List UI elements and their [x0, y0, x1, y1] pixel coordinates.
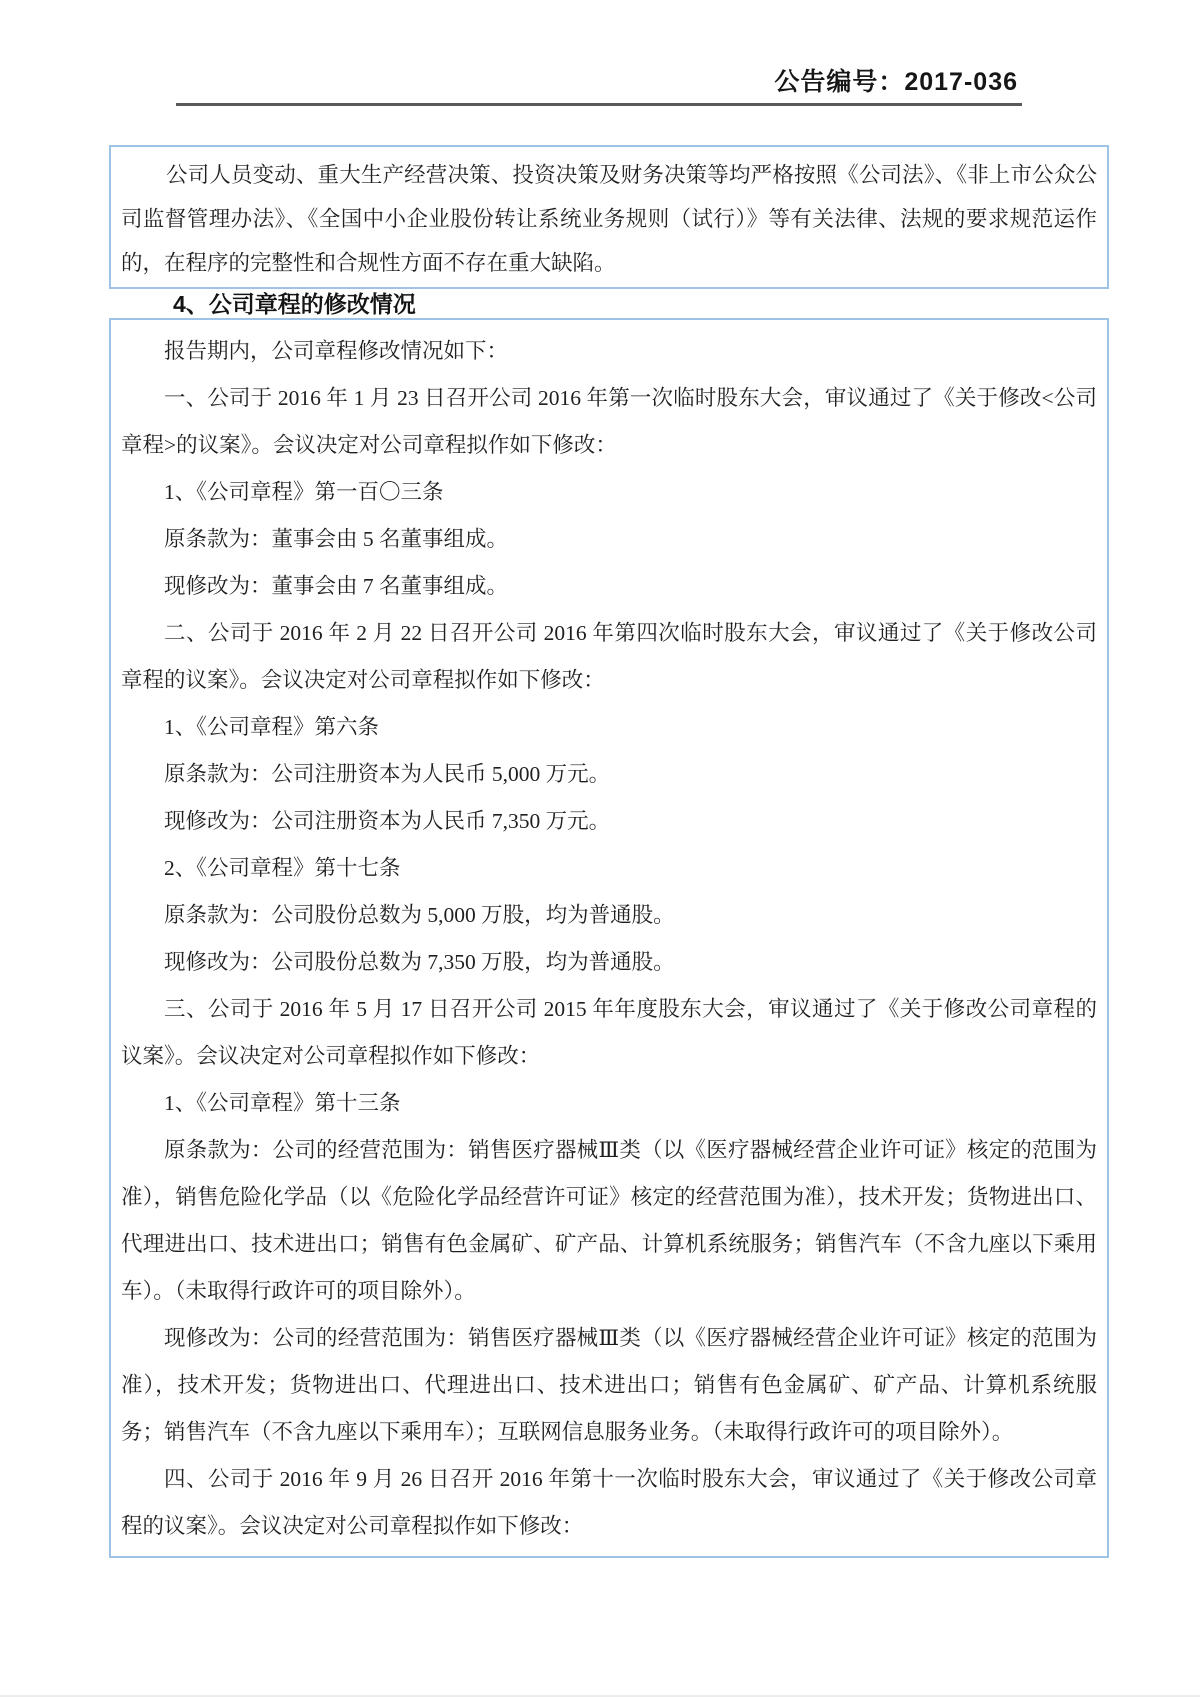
intro-paragraph: 公司人员变动、重大生产经营决策、投资决策及财务决策等均严格按照《公司法》、《非上市公众公司监督管理办法》、《全国中小企业股份转让系统业务规则（试行）》等有关法律、法规的要求规范运作的，在程序的完整性和合规性方面不存在重大缺陷。 — [121, 163, 1097, 275]
paragraph: 2、《公司章程》第十七条 — [164, 856, 401, 880]
paragraph: 原条款为：公司股份总数为 5,000 万股，均为普通股。 — [164, 903, 675, 927]
section-heading-charter-amendments: 4、公司章程的修改情况 — [173, 291, 416, 317]
paragraph: 1、《公司章程》第一百〇三条 — [164, 480, 444, 504]
paragraph: 1、《公司章程》第六条 — [164, 715, 380, 739]
paragraph: 三、公司于 2016 年 5 月 17 日召开公司 2015 年年度股东大会，审议通过了《关于修改公司章程的议案》。会议决定对公司章程拟作如下修改： — [121, 997, 1097, 1068]
paragraph: 原条款为：公司的经营范围为：销售医疗器械Ⅲ类（以《医疗器械经营企业许可证》核定的范围为准），销售危险化学品（以《危险化学品经营许可证》核定的经营范围为准），技术开发；货物进出口、代理进出口、技术进出口；销售有色金属矿、矿产品、计算机系统服务；销售汽车（不含九座以下乘用车）。（未取得行政许可的项目除外）。 — [121, 1138, 1097, 1303]
paragraph: 现修改为：公司注册资本为人民币 7,350 万元。 — [164, 809, 611, 833]
internal-control-statement-box — [109, 145, 1109, 289]
paragraph: 现修改为：董事会由 7 名董事组成。 — [164, 574, 509, 598]
paragraph: 原条款为：董事会由 5 名董事组成。 — [164, 527, 509, 551]
paragraph: 原条款为：公司注册资本为人民币 5,000 万元。 — [164, 762, 611, 786]
paragraph: 报告期内，公司章程修改情况如下： — [164, 339, 509, 363]
paragraph: 四、公司于 2016 年 9 月 26 日召开 2016 年第十一次临时股东大会，审议通过了《关于修改公司章程的议案》。会议决定对公司章程拟作如下修改： — [121, 1467, 1097, 1538]
paragraph: 一、公司于 2016 年 1 月 23 日召开公司 2016 年第一次临时股东大会，审议通过了《关于修改<公司章程>的议案》。会议决定对公司章程拟作如下修改： — [121, 386, 1097, 457]
paragraph: 现修改为：公司股份总数为 7,350 万股，均为普通股。 — [164, 950, 675, 974]
header-rule-line — [176, 103, 1022, 106]
announcement-number: 公告编号：2017-036 — [774, 68, 1018, 96]
paragraph: 现修改为：公司的经营范围为：销售医疗器械Ⅲ类（以《医疗器械经营企业许可证》核定的范围为准），技术开发；货物进出口、代理进出口、技术进出口；销售有色金属矿、矿产品、计算机系统服务；销售汽车（不含九座以下乘用车）；互联网信息服务业务。（未取得行政许可的项目除外）。 — [121, 1326, 1097, 1444]
paragraph: 1、《公司章程》第十三条 — [164, 1091, 401, 1115]
paragraph: 二、公司于 2016 年 2 月 22 日召开公司 2016 年第四次临时股东大会，审议通过了《关于修改公司章程的议案》。会议决定对公司章程拟作如下修改： — [121, 621, 1097, 692]
charter-amendments-box — [109, 318, 1109, 1558]
